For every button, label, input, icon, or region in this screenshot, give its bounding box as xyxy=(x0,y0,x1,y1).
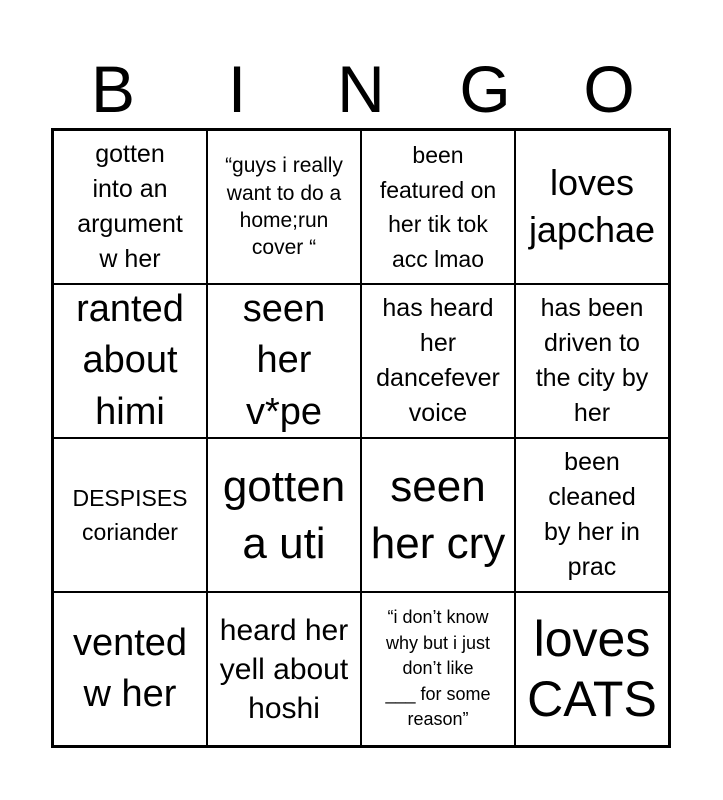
bingo-cell[interactable] xyxy=(515,438,669,592)
cell-text: seen her v*pe xyxy=(242,288,326,433)
cell-text: ranted about himi xyxy=(76,288,184,433)
cell-text: DESPISES coriander xyxy=(72,484,188,545)
bingo-cell[interactable] xyxy=(53,592,207,746)
bingo-cell[interactable] xyxy=(53,130,207,284)
header-letter-b: B xyxy=(90,52,136,126)
header-letter-o: O xyxy=(583,52,635,126)
cell-text: vented w her xyxy=(72,621,188,715)
bingo-cell[interactable] xyxy=(361,438,515,592)
cell-text: heard her yell about hoshi xyxy=(219,613,349,725)
bingo-cell[interactable] xyxy=(361,592,515,746)
bingo-grid xyxy=(51,128,671,748)
bingo-cell[interactable] xyxy=(361,284,515,438)
header-letter-n: N xyxy=(337,52,385,126)
cell-text: “i don’t know why but i just don’t like ___ for some reason” xyxy=(385,607,491,730)
cell-text: gotten into an argument w her xyxy=(77,140,183,273)
cell-text: seen her cry xyxy=(370,461,506,568)
bingo-cell[interactable] xyxy=(207,592,361,746)
cell-text: loves japchae xyxy=(528,162,656,250)
bingo-cell[interactable] xyxy=(515,592,669,746)
cell-text: has heard her dancefever voice xyxy=(376,294,500,427)
bingo-cell[interactable] xyxy=(361,130,515,284)
header-letter-g: G xyxy=(459,52,511,126)
bingo-cell[interactable] xyxy=(53,438,207,592)
cell-text: gotten a uti xyxy=(222,461,346,568)
bingo-header xyxy=(51,50,671,128)
bingo-cell[interactable] xyxy=(53,284,207,438)
cell-text: been featured on her tik tok acc lmao xyxy=(379,142,497,272)
cell-text: been cleaned by her in prac xyxy=(544,448,640,581)
bingo-cell[interactable] xyxy=(207,130,361,284)
bingo-cell[interactable] xyxy=(515,130,669,284)
bingo-cell[interactable] xyxy=(207,284,361,438)
cell-text: “guys i really want to do a home;run cover “ xyxy=(225,154,343,260)
cell-text: has been driven to the city by her xyxy=(535,294,649,427)
bingo-cell[interactable] xyxy=(207,438,361,592)
cell-text: loves CATS xyxy=(527,611,657,727)
bingo-cell[interactable] xyxy=(515,284,669,438)
header-letter-i: I xyxy=(227,52,247,126)
